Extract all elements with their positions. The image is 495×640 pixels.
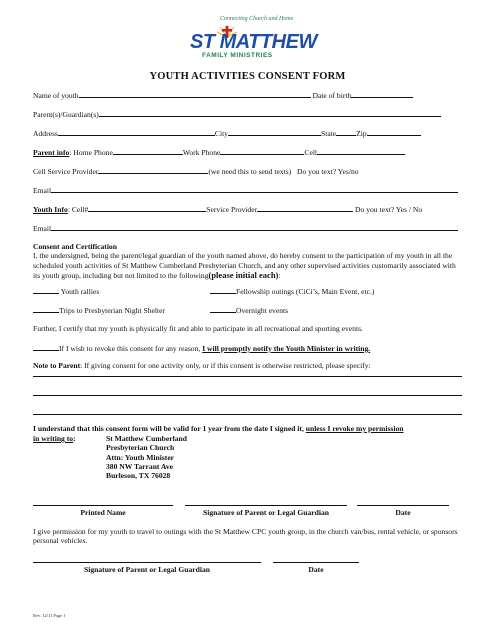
date-line-1[interactable] xyxy=(357,505,449,506)
validity-continued: in writing to: xyxy=(33,434,76,443)
certify-statement: Further, I certify that my youth is physically fit and able to participate in all recreational and sporting events. xyxy=(33,324,363,333)
name-of-youth-label: Name of youth xyxy=(33,91,79,100)
youth-email-row xyxy=(33,223,458,233)
youth-cell-field[interactable] xyxy=(88,204,206,212)
service-provider-field[interactable] xyxy=(257,204,353,212)
youth-info-row xyxy=(33,204,422,214)
initial-field-overnight[interactable] xyxy=(210,305,236,313)
do-you-text-2-label: Do you text? Yes / No xyxy=(355,205,423,214)
date-of-birth-label: Date of birth xyxy=(312,91,352,100)
restriction-line-2[interactable] xyxy=(33,395,462,396)
printed-name-label: Printed Name xyxy=(80,508,126,517)
cell-service-provider-field[interactable] xyxy=(98,166,208,174)
restriction-line-1[interactable] xyxy=(33,376,462,377)
signature-label-2: Signature of Parent or Legal Guardian xyxy=(84,565,210,574)
service-provider-label: Service Provider xyxy=(206,205,258,214)
date-label-2: Date xyxy=(308,565,324,574)
cell-label: Cell xyxy=(304,148,318,157)
parents-field[interactable] xyxy=(99,109,441,117)
form-title: YOUTH ACTIVITIES CONSENT FORM xyxy=(149,71,346,82)
activity-trips: Trips to Presbyterian Night Shelter xyxy=(33,305,165,315)
cell-provider-row xyxy=(33,166,359,176)
note-to-parent: Note to Parent: If giving consent for one activity only, or if this consent is otherwise restricted, please specify: xyxy=(33,361,371,370)
parent-email-field[interactable] xyxy=(51,185,458,193)
parents-row xyxy=(33,109,441,119)
signature-line-1[interactable] xyxy=(185,505,347,506)
st-matthew-logo xyxy=(190,16,317,66)
logo-tagline: Connecting Church and Home xyxy=(220,16,294,22)
parent-info-row xyxy=(33,147,405,157)
city-label: City xyxy=(214,129,228,138)
initial-field-rallies[interactable] xyxy=(33,286,59,294)
address-label: Address xyxy=(33,129,58,138)
validity-statement: I understand that this consent form will be valid for 1 year from the date I signed it, unless I revoke my permission xyxy=(33,424,404,433)
cell-field[interactable] xyxy=(317,147,405,155)
youth-email-field[interactable] xyxy=(51,223,458,231)
city-field[interactable] xyxy=(228,128,321,136)
initial-note: (please initial each) xyxy=(208,270,279,281)
name-dob-row xyxy=(33,90,413,100)
parent-info-label: Parent info xyxy=(33,148,70,157)
date-label-1: Date xyxy=(395,508,411,517)
revision-footer: Rev. 12/11 Page 1 xyxy=(33,613,66,618)
cell-service-provider-label: Cell Service Provider xyxy=(33,167,99,176)
initial-field-trips[interactable] xyxy=(33,305,59,313)
signature-label-1: Signature of Parent or Legal Guardian xyxy=(203,508,329,517)
home-phone-label: : Home Phone xyxy=(69,148,113,157)
restriction-line-3[interactable] xyxy=(33,414,462,415)
zip-label: Zip xyxy=(356,129,367,138)
do-you-text-label: Do you text? Yes/no xyxy=(296,167,359,176)
initial-field-revoke[interactable] xyxy=(33,343,59,351)
address-row xyxy=(33,128,421,138)
home-phone-field[interactable] xyxy=(113,147,183,155)
activity-youth-rallies: Youth rallies xyxy=(33,286,99,296)
parent-email-row xyxy=(33,185,458,195)
transport-permission: I give permission for my youth to travel to outings with the St Matthew CPC youth group, in the church van/bus, rental vehicle, or sponsors personal vehicles. xyxy=(33,527,458,546)
youth-info-label: Youth Info xyxy=(33,205,68,214)
consent-section xyxy=(33,242,463,281)
logo-name: ST MATTHEW xyxy=(190,31,317,53)
email-2-label: Email xyxy=(33,224,52,233)
date-of-birth-field[interactable] xyxy=(351,90,413,98)
email-label: Email xyxy=(33,186,52,195)
address-field[interactable] xyxy=(58,128,215,136)
name-of-youth-field[interactable] xyxy=(79,90,311,98)
activity-overnight: Overnight events xyxy=(210,305,288,315)
logo-subtitle: FAMILY MINISTRIES xyxy=(202,52,273,59)
activity-fellowship: Fellowship outings (CiCi’s, Main Event, etc.) xyxy=(210,286,374,296)
youth-cell-label: : Cell# xyxy=(67,205,89,214)
consent-body: I, the undersigned, being the parent/legal guardian of the youth named above, do hereby consent to the participation of my youth in all the scheduled youth activities of St Matthew Cumberland Presbyterian Church, and any other supervised activities customarily associated with its youth group, including but not limited to the following(please initial each): xyxy=(33,251,456,281)
work-phone-field[interactable] xyxy=(220,147,304,155)
date-line-2[interactable] xyxy=(273,562,359,563)
texts-note: (we need this to send texts) xyxy=(208,167,292,176)
zip-field[interactable] xyxy=(367,128,421,136)
parents-label: Parent(s)/Guardian(s) xyxy=(33,110,99,119)
state-field[interactable] xyxy=(336,128,356,136)
initial-field-fellowship[interactable] xyxy=(210,286,236,294)
consent-heading: Consent and Certification xyxy=(33,242,117,251)
revoke-statement: If I wish to revoke this consent for any reason, I will promptly notify the Youth Minister in writing. xyxy=(33,343,370,353)
work-phone-label: Work Phone xyxy=(182,148,221,157)
minister-address-block: St Matthew Cumberland Presbyterian Church Attn: Youth Minister 380 NW Tarrant Ave Burleson, TX 76028 xyxy=(106,434,187,480)
printed-name-line[interactable] xyxy=(33,505,173,506)
signature-line-2[interactable] xyxy=(33,562,261,563)
state-label: State xyxy=(320,129,337,138)
